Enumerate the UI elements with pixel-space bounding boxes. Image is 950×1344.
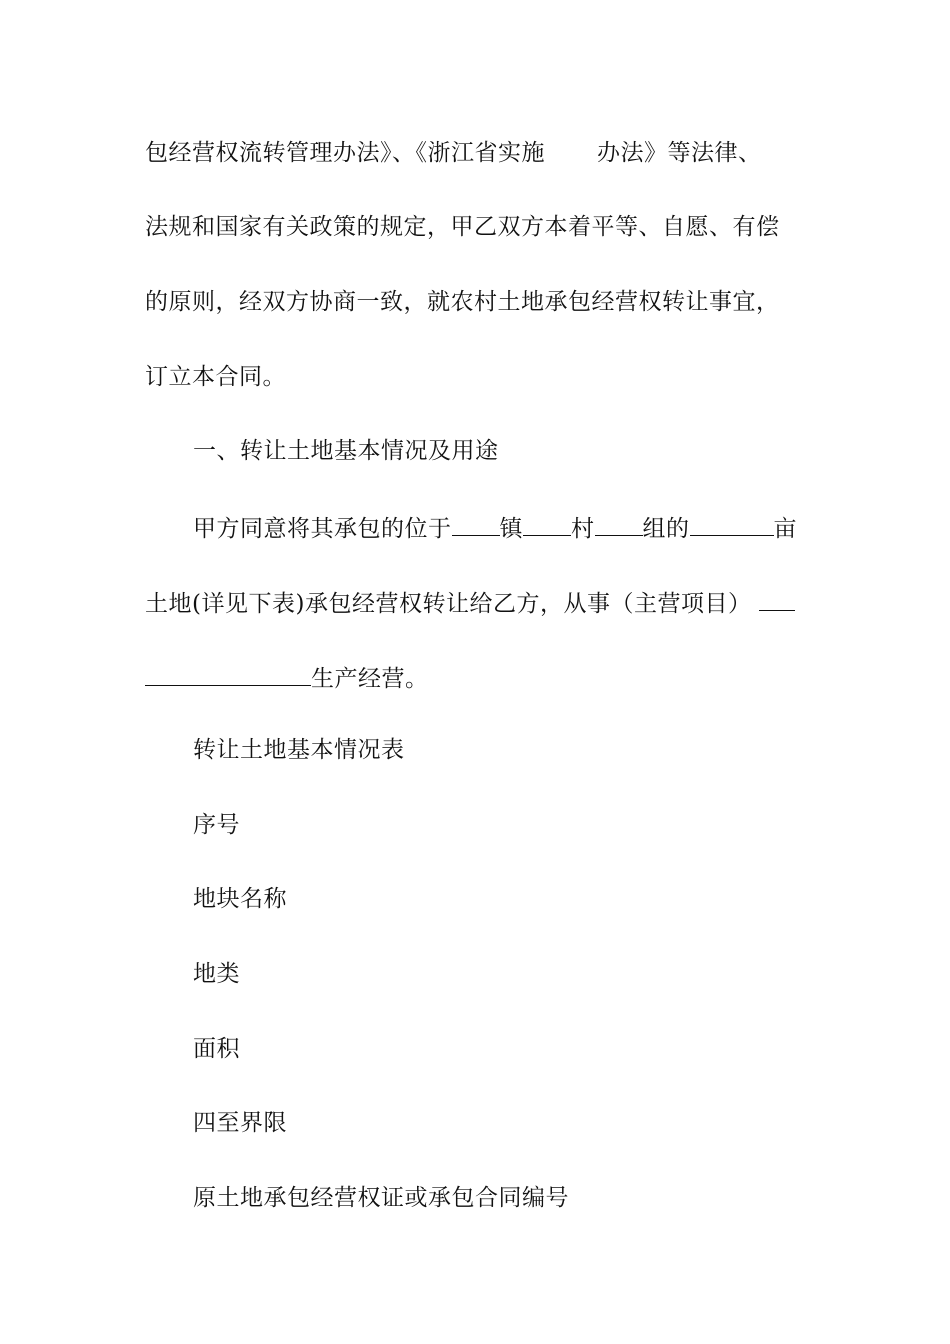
text-span: 订立本合同。 bbox=[145, 364, 286, 390]
table-header-cell bbox=[193, 1034, 873, 1064]
table-title bbox=[193, 735, 873, 765]
table-header-cell bbox=[193, 884, 873, 914]
paragraph-line bbox=[193, 511, 873, 544]
fill-in-blank-project bbox=[759, 586, 795, 611]
heading-text: 一、转让土地基本情况及用途 bbox=[193, 438, 499, 464]
header-text: 地块名称 bbox=[193, 886, 287, 912]
fill-in-blank-village bbox=[523, 511, 571, 536]
table-header-cell bbox=[193, 810, 873, 840]
text-span: 村 bbox=[571, 516, 595, 542]
text-span: 的原则，经双方协商一致，就农村土地承包经营权转让事宜， bbox=[145, 289, 780, 315]
paragraph-line bbox=[145, 661, 825, 694]
text-span: 镇 bbox=[499, 516, 523, 542]
text-span: 组的 bbox=[642, 516, 690, 542]
table-header-cell bbox=[193, 1183, 873, 1213]
fill-in-blank-area bbox=[690, 511, 774, 536]
fill-in-blank-project-cont bbox=[145, 661, 311, 686]
header-text: 地类 bbox=[193, 961, 240, 987]
paragraph-line bbox=[145, 138, 825, 168]
text-span: 办法》等法律、 bbox=[597, 140, 762, 166]
text-span: 亩 bbox=[773, 516, 797, 542]
fill-in-blank-town bbox=[452, 511, 500, 536]
header-text: 面积 bbox=[193, 1036, 240, 1062]
table-header-cell bbox=[193, 1108, 873, 1138]
text-span: 法规和国家有关政策的规定，甲乙双方本着平等、自愿、有偿 bbox=[145, 214, 780, 240]
paragraph-line bbox=[145, 212, 825, 242]
paragraph-line bbox=[145, 362, 825, 392]
text-span: 包经营权流转管理办法》、《浙江省实施 bbox=[145, 140, 545, 166]
paragraph-line bbox=[145, 586, 825, 619]
fill-in-blank-group bbox=[595, 511, 643, 536]
header-text: 原土地承包经营权证或承包合同编号 bbox=[193, 1185, 569, 1211]
text-span: 生产经营。 bbox=[311, 666, 429, 692]
text-span: 土地(详见下表)承包经营权转让给乙方，从事（主营项目） bbox=[145, 591, 752, 617]
table-header-cell bbox=[193, 959, 873, 989]
text-span: 甲方同意将其承包的位于 bbox=[193, 516, 452, 542]
header-text: 四至界限 bbox=[193, 1110, 287, 1136]
header-text: 序号 bbox=[193, 812, 240, 838]
section-heading bbox=[193, 436, 873, 466]
paragraph-line bbox=[145, 287, 825, 317]
table-title-text: 转让土地基本情况表 bbox=[193, 737, 405, 763]
